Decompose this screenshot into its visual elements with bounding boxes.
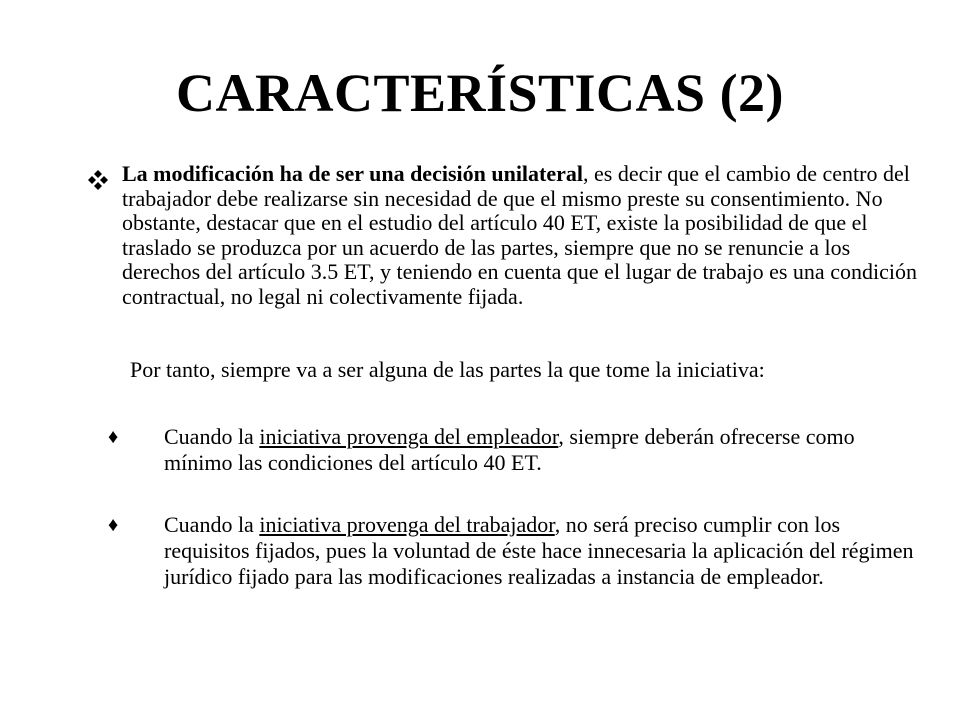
main-paragraph — [122, 162, 922, 309]
sub-point-prefix: Cuando la — [164, 424, 260, 449]
sub-point-suffix: , siempre deberán ofrecerse como mínimo las condiciones del artículo 40 ET. — [164, 424, 855, 475]
main-paragraph-bold: La modificación ha de ser una decisión unilateral — [122, 161, 584, 186]
sub-point-worker — [164, 512, 924, 590]
slide-title: CARACTERÍSTICAS (2) — [175, 63, 785, 123]
sub-point-employer — [164, 424, 924, 476]
sub-point-underlined: iniciativa provenga del empleador — [259, 424, 559, 449]
sub-point-underlined: iniciativa provenga del trabajador — [259, 512, 555, 537]
sub-point-prefix: Cuando la — [164, 512, 260, 537]
main-paragraph-text: , es decir que el cambio de centro del trabajador debe realizarse sin necesidad de que el mismo preste su consentimiento. No obstante, destacar que en el estudio del artículo 40 ET, existe la posibilidad de que el traslado se produzca por un acuerdo de las partes, siempre que no se renuncie a los derechos del artículo 3.5 ET, y teniendo en cuenta que el lugar de trabajo es una condición contractual, no legal ni colectivamente fijada. — [122, 161, 917, 309]
diamond-bullet-icon: ♦ — [108, 514, 119, 536]
four-diamond-bullet-icon — [88, 170, 108, 190]
sub-point-suffix: , no será preciso cumplir con los requisitos fijados, pues la voluntad de éste hace innecesaria la aplicación del régimen jurídico fijado para las modificaciones realizadas a instancia de empleador. — [164, 512, 914, 589]
diamond-bullet-icon: ♦ — [108, 426, 119, 448]
conclusion-line: Por tanto, siempre va a ser alguna de las partes la que tome la iniciativa: — [130, 357, 765, 382]
